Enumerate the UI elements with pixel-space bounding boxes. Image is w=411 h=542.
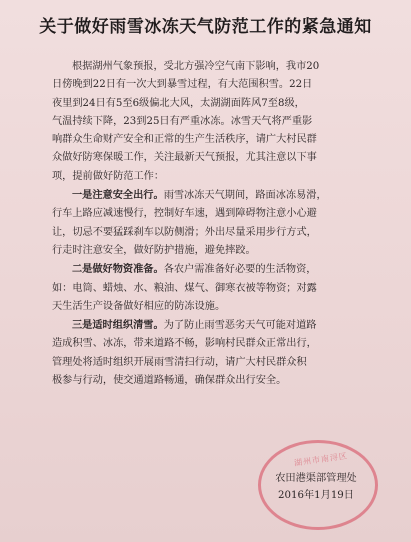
section-2-text: 各农户需准备好必要的生活物资， <box>163 264 317 276</box>
section-1-text: 雨雪冰冻天气期间，路面冰冻易滑， <box>163 190 327 202</box>
notice-title: 关于做好雨雪冰冻天气防范工作的紧急通知 <box>39 17 372 37</box>
intro-line: 日傍晚到22日有一次大到暴雪过程，有大范围积雪。22日 <box>52 79 313 91</box>
section-1-heading: 一是注意安全出行。 <box>72 189 164 202</box>
intro-line: 气温持续下降，23到25日有严重冰冻。冰雪天气将严重影 <box>52 115 313 127</box>
intro-line: 响群众生命财产安全和正常的生产生活秩序，请广大村民群 <box>52 134 317 146</box>
section-2-first-line <box>52 260 386 279</box>
section-1-line: 让，切忌不要猛踩刹车以防侧滑；外出尽量采用步行方式， <box>52 226 317 238</box>
intro-line: 夜里到24日有5至6级偏北大风，太湖湖面阵风7至8级， <box>52 97 305 109</box>
section-3-line: 极参与行动，使交通道路畅通，确保群众出行安全。 <box>52 375 287 387</box>
section-3-line: 造成积雪、冰冻，带来道路不畅，影响村民群众正常出行， <box>52 338 317 350</box>
section-3-text: 为了防止雨雪恶劣天气可能对道路 <box>163 320 317 332</box>
section-2-heading: 二是做好物资准备。 <box>72 263 164 276</box>
section-2-line: 如：电筒、蜡烛、水、粮油、煤气、御寒衣被等物资；对露 <box>52 282 317 294</box>
intro-line: 根据湖州气象预报，受北方强冷空气南下影响，我市20 <box>72 61 320 72</box>
signature-date: 2016年1月19日 <box>278 490 354 501</box>
signature-block <box>251 470 381 504</box>
signature-org: 农田港渠部管理处 <box>275 473 357 484</box>
section-2-line: 天生活生产设备做好相应的防冻设施。 <box>52 300 226 312</box>
section-1-line: 行走时注意安全，做好防护措施，避免摔跤。 <box>52 244 256 256</box>
notice-body <box>52 58 386 390</box>
section-3-heading: 三是适时组织清雪。 <box>72 319 164 332</box>
section-1-first-line <box>52 186 386 205</box>
seal-text: 湖州市南浔区 <box>293 451 349 468</box>
intro-line: 项，提前做好防范工作： <box>52 170 165 182</box>
section-1-line: 行车上路应减速慢行，控制好车速，遇到障碍物注意小心避 <box>52 208 317 220</box>
section-3-line: 管理处将适时组织开展雨雪清扫行动，请广大村民群众积 <box>52 356 307 368</box>
section-3-first-line <box>52 316 386 335</box>
intro-line: 众做好防寒保暖工作，关注最新天气预报，尤其注意以下事 <box>52 152 317 164</box>
